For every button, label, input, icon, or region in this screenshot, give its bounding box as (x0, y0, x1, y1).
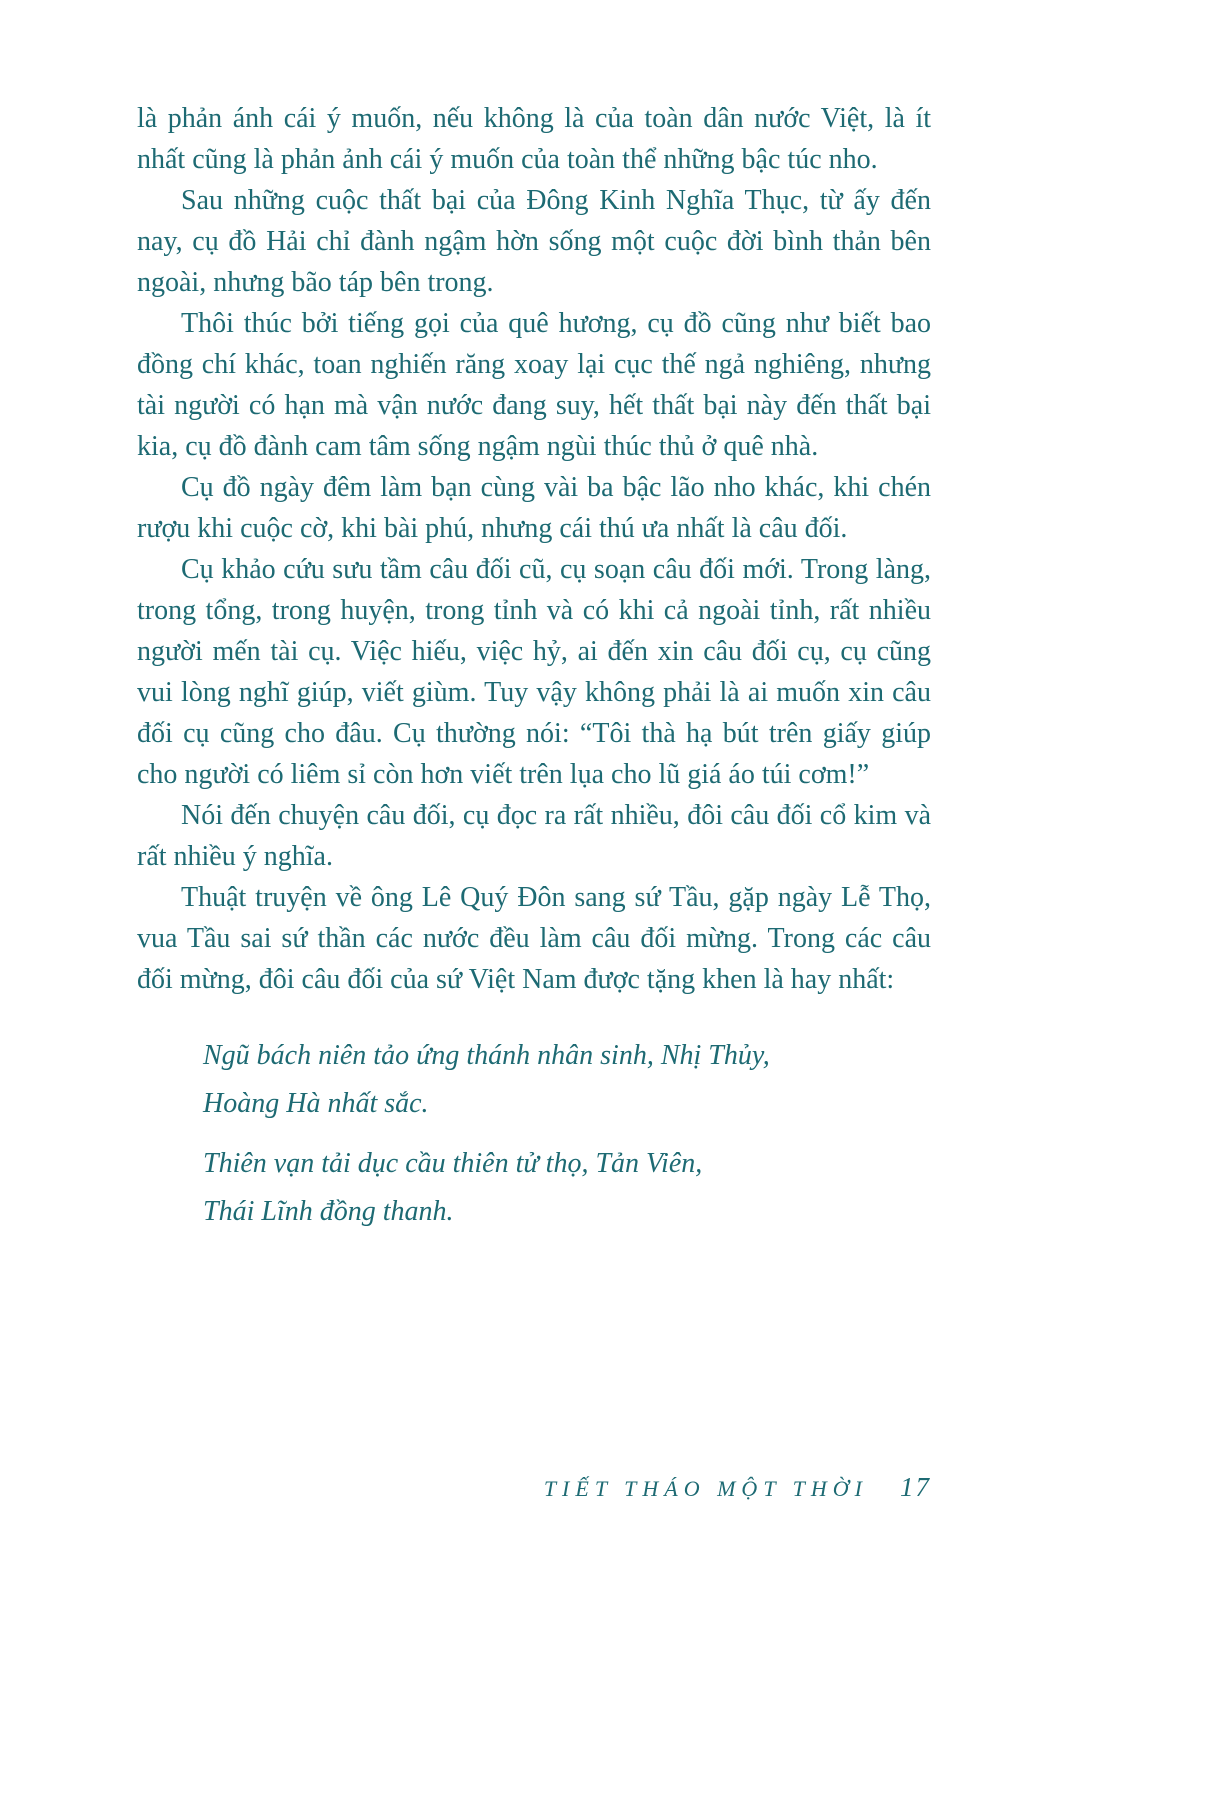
running-title: TIẾT THÁO MỘT THỜI (543, 1476, 868, 1501)
paragraph-1: là phản ánh cái ý muốn, nếu không là của toàn dân nước Việt, là ít nhất cũng là phản ảnh cái ý muốn của toàn thể những bậc túc nho. (137, 103, 931, 175)
paragraph-7: Thuật truyện về ông Lê Quý Đôn sang sứ Tầu, gặp ngày Lễ Thọ, vua Tầu sai sứ thần các nước đều làm câu đối mừng. Trong các câu đối mừng, đôi câu đối của sứ Việt Nam được tặng khen là hay nhất: (137, 882, 931, 995)
page-footer (137, 1472, 931, 1503)
verse-line-3: Thiên vạn tải dục cầu thiên tử thọ, Tản Viên, (203, 1148, 703, 1179)
verse-line-4: Thái Lĩnh đồng thanh. (203, 1196, 454, 1227)
page-number: 17 (900, 1472, 931, 1502)
paragraph-6: Nói đến chuyện câu đối, cụ đọc ra rất nhiều, đôi câu đối cổ kim và rất nhiều ý nghĩa. (137, 800, 931, 872)
couplet-verse-block (137, 1032, 931, 1236)
paragraph-3: Thôi thúc bởi tiếng gọi của quê hương, cụ đồ cũng như biết bao đồng chí khác, toan nghiến răng xoay lại cục thế ngả nghiêng, nhưng tài người có hạn mà vận nước đang suy, hết thất bại này đến thất bại kia, cụ đồ đành cam tâm sống ngậm ngùi thúc thủ ở quê nhà. (137, 308, 931, 462)
page-body (137, 98, 931, 1236)
paragraph-5: Cụ khảo cứu sưu tầm câu đối cũ, cụ soạn câu đối mới. Trong làng, trong tổng, trong huyện, trong tỉnh và có khi cả ngoài tỉnh, rất nhiều người mến tài cụ. Việc hiếu, việc hỷ, ai đến xin câu đối cụ, cụ cũng vui lòng nghĩ giúp, viết giùm. Tuy vậy không phải là ai muốn xin câu đối cụ cũng cho đâu. Cụ thường nói: “Tôi thà hạ bút trên giấy giúp cho người có liêm sỉ còn hơn viết trên lụa cho lũ giá áo túi cơm!” (137, 554, 931, 790)
verse-line-1: Ngũ bách niên tảo ứng thánh nhân sinh, Nhị Thủy, (203, 1040, 770, 1071)
paragraph-2: Sau những cuộc thất bại của Đông Kinh Nghĩa Thục, từ ấy đến nay, cụ đồ Hải chỉ đành ngậm hờn sống một cuộc đời bình thản bên ngoài, nhưng bão táp bên trong. (137, 185, 931, 298)
paragraph-4: Cụ đồ ngày đêm làm bạn cùng vài ba bậc lão nho khác, khi chén rượu khi cuộc cờ, khi bài phú, nhưng cái thú ưa nhất là câu đối. (137, 472, 931, 544)
verse-line-2: Hoàng Hà nhất sắc. (203, 1088, 429, 1119)
